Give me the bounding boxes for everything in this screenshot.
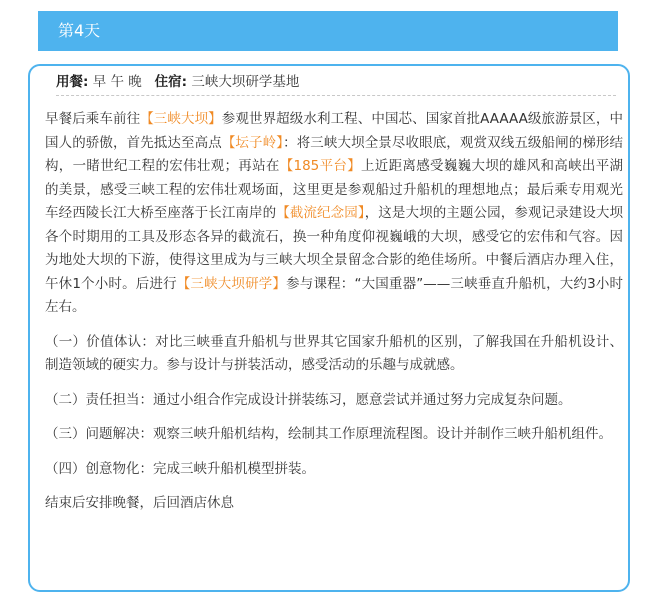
meals-value: 早 午 晚 [92,74,142,90]
meals-label: 用餐: [56,74,89,90]
itinerary-card [28,64,630,592]
itinerary-content [45,108,623,516]
intro-text-5: ，这是大坝的主题公园，参观记录建设大坝各个时期用的工具及形态各异的截流石，换一种角度仰视巍峨的大坝，感受它的宏伟和气容。因为地处大坝的下游，使得这里成为与三峡大坝全景留念合影的绝佳场所。中餐后酒店办理入住，午休1个小时。后进行 [45,205,624,292]
highlight-185-platform: 【185平台】 [279,158,361,174]
goal-item-problem-solving: （三）问题解决：观察三峡升船机结构，绘制其工作原理流程图。设计并制作三峡升船机组件。 [45,426,612,442]
highlight-dam-study: 【三峡大坝研学】 [176,275,287,292]
day-header [38,11,618,51]
intro-text-1: 早餐后乘车前往 [45,111,141,127]
intro-paragraph [45,108,623,320]
intro-text-6: 参与课程：“大国重器”——三峡垂直升船机，大约3小时左右。 [45,275,624,315]
goal-item-creativity: （四）创意物化：完成三峡升船机模型拼装。 [45,460,315,477]
highlight-three-gorges-dam: 【三峡大坝】 [140,111,222,127]
ending-note: 结束后安排晚餐，后回酒店休息 [45,495,234,511]
goal-item-responsibility: （二）责任担当：通过小组合作完成设计拼装练习，愿意尝试并通过努力完成复杂问题。 [45,391,572,408]
goal-item-value: （一）价值体认：对比三峡垂直升船机与世界其它国家升船机的区别，了解我国在升船机设计、制造领域的硬实力。参与设计与拼装活动，感受活动的乐趣与成就感。 [45,333,623,373]
lodging-label: 住宿: [154,74,188,90]
intro-text-4: 上近距离感受巍巍大坝的雄风和高峡出平湖的美景，感受三峡工程的宏伟壮观场面，这里更是参观船过升船机的理想地点；最后乘专用观光车经西陵长江大桥至座落于长江南岸的 [45,158,623,221]
intro-text-2: 参观世界超级水利工程、中国芯、国家首批AAAAA级旅游景区，中国人的骄傲，首先抵达至高点 [45,111,624,151]
meta-row [56,71,616,96]
highlight-tanziling: 【坛子岭】 [221,134,284,151]
day-title: 第4天 [58,21,101,40]
lodging-value: 三峡大坝研学基地 [191,74,300,90]
intro-text-3: ：将三峡大坝全景尽收眼底，观赏双线五级船闸的梯形结构，一睹世纪工程的宏伟壮观；再站在 [45,134,624,174]
highlight-closure-memorial-park: 【截流纪念园】 [276,205,365,221]
